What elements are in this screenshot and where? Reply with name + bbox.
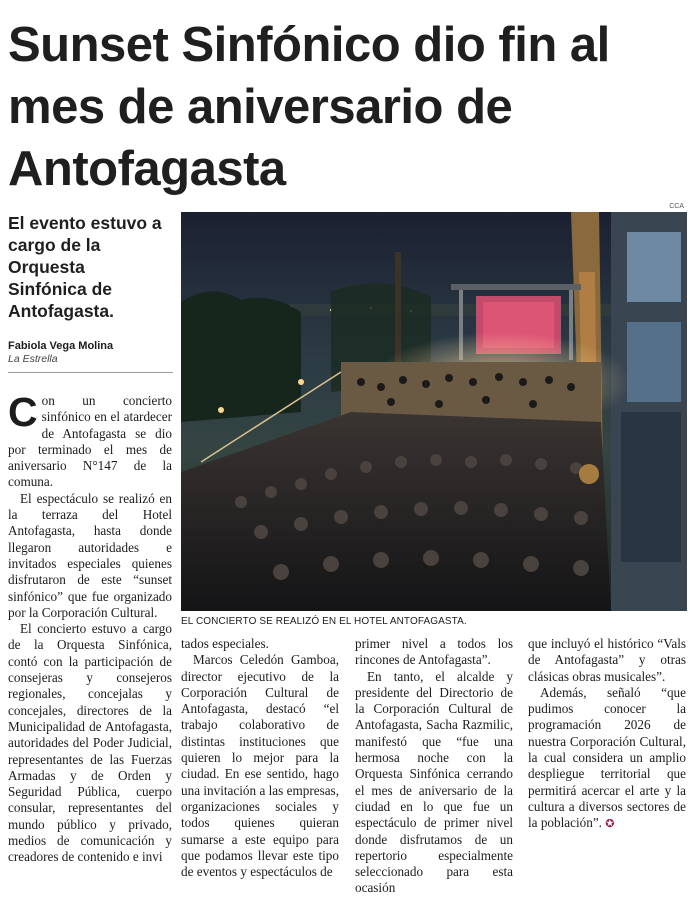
headline: Sunset Sinfónico dio fin al mes de aniversario de Antofagasta — [8, 18, 610, 196]
text-column-3 — [355, 636, 513, 897]
paragraph-5-continued: que incluyó el histórico “Vals de Antofagasta” y otras clásicas obras musicales”. — [528, 636, 686, 684]
byline — [8, 340, 173, 366]
text-column-2 — [181, 636, 339, 880]
paragraph-1: on un concierto sinfónico en el atardecer de Antofagasta se dio por terminado el mes de aniversario N°147 de la comuna. — [8, 393, 172, 490]
drop-cap: C — [8, 389, 38, 435]
paragraph-3-continued: tados especiales. — [181, 636, 269, 651]
paragraph-3: El concierto estuvo a cargo de la Orquesta Sinfónica, contó con la participación de consejeras y consejeros regionales, concejalas y concejales, directores de la Municipalidad de Antofagasta, autoridades del Poder Judicial, representantes de las Fuerzas Armadas y de Orden y Seguridad Pública, cuerpo consular, representantes del mundo público y privado, medios de comunicación y creadores de contenido e invi — [8, 621, 172, 865]
paragraph-6: Además, señaló “que pudimos conocer la programación 2026 de nuestra Corporación Cultural, la cual considera un amplio despliegue territorial que permitirá acercar el arte y la cultura a diversos sectores de la población”. — [528, 684, 686, 831]
concert-photo — [181, 212, 687, 611]
paragraph-4-continued: primer nivel a todos los rincones de Antofagasta”. — [355, 636, 513, 668]
text-column-1 — [8, 389, 172, 866]
byline-divider — [8, 372, 173, 373]
subheadline: El evento estuvo a cargo de la Orquesta Sinfónica de Antofagasta. — [8, 213, 162, 321]
photo-credit: CCA — [669, 203, 684, 210]
author-name: Fabiola Vega Molina — [8, 340, 114, 352]
paragraph-4: Marcos Celedón Gamboa, director ejecutivo de la Corporación Cultural de Antofagasta, destacó “el trabajo colaborativo de distintas instituciones que quieren lo mejor para la ciudad. En ese sentido, hago una invitación a las empresas, organizaciones sociales y todos quienes quieran sumarse a este equipo para que podamos llevar este tipo de eventos y espectáculos de — [181, 652, 339, 880]
text-column-4 — [528, 636, 686, 833]
end-mark-icon: ✪ — [605, 818, 615, 831]
paragraph-5: En tanto, el alcalde y presidente del Directorio de la Corporación Cultural de Antofagasta, Sacha Razmilic, manifestó que “fue una hermosa noche con la Orquesta Sinfónica cerrando el mes de aniversario de la ciudad en lo que fue un espectáculo de primer nivel donde disfrutamos de un repertorio especialmente seleccionado para esta ocasión — [355, 668, 513, 896]
paragraph-2: El espectáculo se realizó en la terraza del Hotel Antofagasta, hasta donde llegaron autoridades e invitados especiales quienes disfrutaron de este “sunset sinfónico” que fue organizado por la Corporación Cultural. — [8, 490, 172, 620]
photo-caption: EL CONCIERTO SE REALIZÓ EN EL HOTEL ANTOFAGASTA. — [181, 616, 467, 627]
outlet-name: La Estrella — [8, 353, 58, 365]
